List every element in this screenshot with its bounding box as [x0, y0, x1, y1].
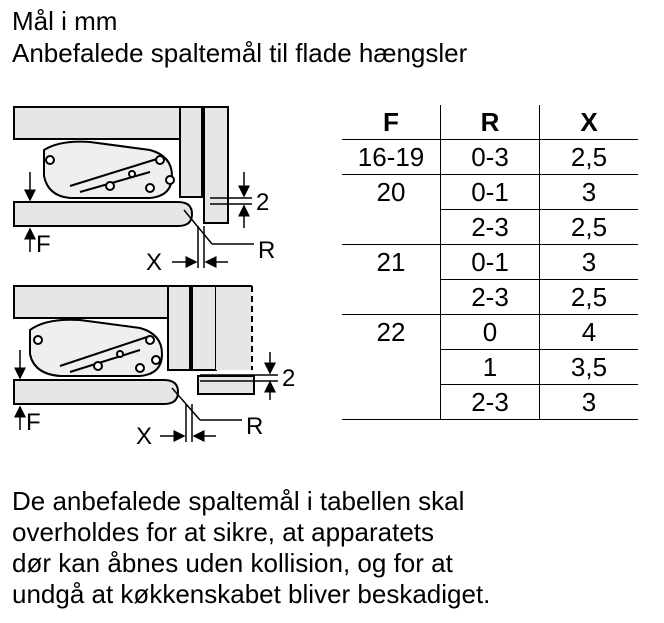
lower-hinge-diagram	[14, 286, 254, 404]
upper-label-X: X	[146, 249, 163, 276]
table-row	[342, 315, 638, 350]
note-line-1: De anbefalede spaltemål i tabellen skal	[12, 486, 465, 516]
cell-F: 21	[342, 245, 441, 315]
header-X: X	[540, 105, 639, 140]
cell-X: 2,5	[540, 140, 639, 175]
explanatory-note	[12, 486, 652, 610]
cell-X: 3	[540, 385, 639, 420]
cell-R: 2-3	[441, 210, 540, 245]
table-row	[342, 140, 638, 175]
hinge-pivot-icon	[46, 156, 54, 164]
cell-F: 20	[342, 175, 441, 245]
table-header-row	[342, 105, 638, 140]
cell-X: 2,5	[540, 210, 639, 245]
cell-R: 0-1	[441, 245, 540, 280]
title-line-2: Anbefalede spaltemål til flade hængsler	[12, 38, 468, 68]
cell-R: 2-3	[441, 280, 540, 315]
cell-R: 0-3	[441, 140, 540, 175]
lower-label-F: F	[26, 409, 41, 436]
lower-door-panel	[14, 380, 178, 404]
lower-door-plate	[198, 376, 254, 394]
title-line-1: Mål i mm	[12, 6, 118, 36]
cell-X: 2,5	[540, 280, 639, 315]
cell-R: 0	[441, 315, 540, 350]
cell-F: 22	[342, 315, 441, 420]
header-R: R	[441, 105, 540, 140]
lower-cabinet-top	[14, 286, 168, 318]
upper-cabinet-top	[14, 107, 180, 139]
upper-cabinet-side	[180, 107, 202, 197]
upper-label-R: R	[258, 237, 276, 264]
gap-table-grid	[342, 105, 638, 420]
note-line-3: dør kan åbnes uden kollision, og for at	[12, 548, 453, 578]
lower-label-R: R	[246, 413, 264, 440]
cell-X: 3	[540, 175, 639, 210]
cell-X: 4	[540, 315, 639, 350]
table-row	[342, 175, 638, 210]
upper-hinge-diagram	[14, 107, 228, 226]
cell-F: 16-19	[342, 140, 441, 175]
lower-door-front	[192, 286, 216, 370]
upper-door-panel	[14, 202, 192, 226]
upper-label-F: F	[36, 231, 51, 258]
cell-R: 2-3	[441, 385, 540, 420]
upper-label-2: 2	[256, 189, 270, 216]
cell-X: 3	[540, 245, 639, 280]
cell-X: 3,5	[540, 350, 639, 385]
lower-cabinet-side	[168, 286, 190, 370]
upper-door-front	[204, 107, 228, 223]
table-row	[342, 245, 638, 280]
lower-label-2: 2	[282, 365, 296, 392]
lower-label-X: X	[136, 423, 153, 450]
header-F: F	[342, 105, 441, 140]
cell-R: 0-1	[441, 175, 540, 210]
gap-table	[342, 105, 638, 420]
note-line-4: undgå at køkkenskabet bliver beskadiget.	[12, 579, 491, 609]
cell-R: 1	[441, 350, 540, 385]
note-line-2: overholdes for at sikre, at apparatets	[12, 517, 435, 547]
